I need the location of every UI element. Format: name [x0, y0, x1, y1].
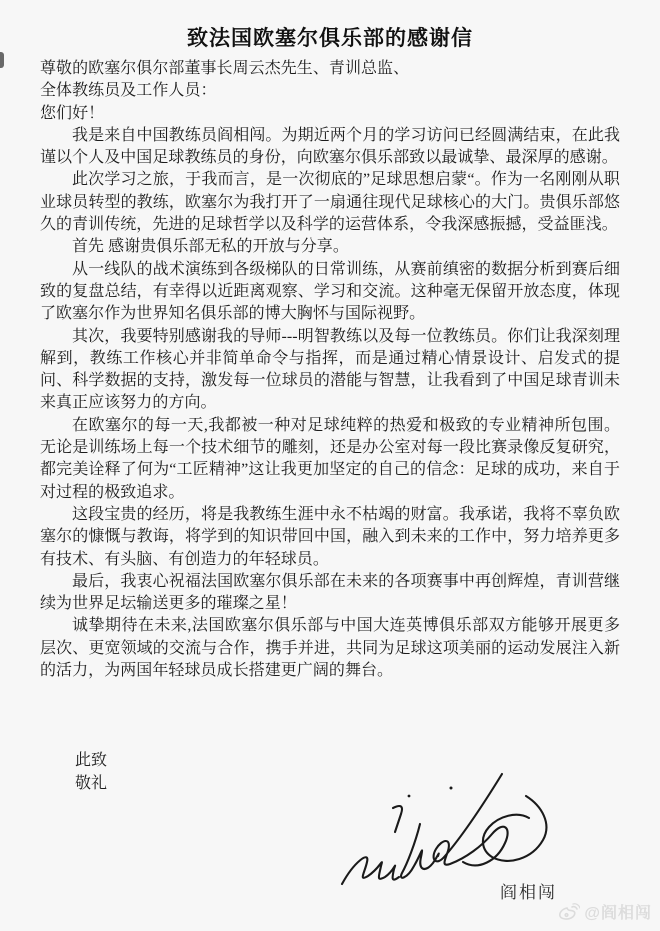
letter-paragraph: 从一线队的战术演练到各级梯队的日常训练，从赛前缜密的数据分析到赛后细致的复盘总结，有幸得以近距离观察、学习和交流。这种毫无保留开放态度，体现了欧塞尔作为世界知名俱乐部的博大胸怀与国际视野。	[40, 260, 620, 323]
letter-paragraph: 我是来自中国教练员阎相闯。为期近两个月的学习访问已经圆满结束，在此我谨以个人及中国足球教练员的身份，向欧塞尔俱乐部致以最诚挚、最深厚的感谢。	[40, 126, 620, 167]
letter-paragraph: 首先 感谢贵俱乐部无私的开放与分享。	[72, 238, 349, 256]
letter-paragraph: 最后，我衷心祝福法国欧塞尔俱乐部在未来的各项赛事中再创辉煌，青训营继续为世界足坛输送更多的璀璨之星！	[40, 572, 620, 613]
signature-name: 阎相闯	[500, 883, 557, 902]
salutation-line: 全体教练员及工作人员：	[40, 82, 217, 100]
weibo-watermark-text: @阎相闯	[584, 905, 652, 922]
letter-paragraph: 这段宝贵的经历，将是我教练生涯中永不枯竭的财富。我承诺，我将不辜负欧塞尔的慷慨与教诲，将学到的知识带回中国，融入到未来的工作中，努力培养更多有技术、有头脑、有创造力的年轻球员。	[40, 505, 620, 568]
letter-paragraph: 此次学习之旅，于我而言，是一次彻底的”足球思想启蒙“。作为一名刚刚从职业球员转型的教练，欧塞尔为我打开了一扇通往现代足球核心的大门。贵俱乐部悠久的青训传统，先进的足球哲学以及科学的运营体系，令我深感振撼，受益匪浅。	[40, 171, 620, 234]
letter-paragraph: 诚挚期待在未来,法国欧塞尔俱乐部与中国大连英博俱乐部双方能够开展更多层次、更宽领域的交流与合作，携手并进，共同为足球这项美丽的运动发展注入新的活力，为两国年轻球员成长搭建更广阔的舞台。	[40, 617, 620, 680]
closing-cizhi: 此致	[75, 752, 108, 770]
scan-artifact-mark	[0, 52, 4, 68]
letter-paragraph: 其次，我要特别感谢我的导师---明智教练以及每一位教练员。你们让我深刻理解到，教练工作核心并非简单命令与指挥，而是通过精心情景设计、启发式的提问、科学数据的支持，激发每一位球员的潜能与智慧，让我看到了中国足球青训未来真正应该努力的方向。	[40, 327, 620, 412]
salutation-line: 尊敬的欧塞尔俱尔部董事长周云杰先生、青训总监、	[40, 60, 410, 77]
weibo-watermark	[558, 900, 652, 923]
letter-title: 致法国欧塞尔俱乐部的感谢信	[187, 26, 473, 50]
letter-paragraph: 在欧塞尔的每一天,我都被一种对足球纯粹的热爱和极致的专业精神所包围。无论是训练场上每一个技术细节的雕刻，还是办公室对每一段比赛录像反复研究，都完美诠释了何为“工匠精神”这让我更加坚定的自己的信念：足球的成功，来自于对过程的极致追求。	[40, 416, 620, 501]
weibo-icon	[558, 903, 580, 921]
greeting-line: 您们好！	[40, 104, 105, 122]
closing-jingli: 敬礼	[75, 774, 108, 792]
